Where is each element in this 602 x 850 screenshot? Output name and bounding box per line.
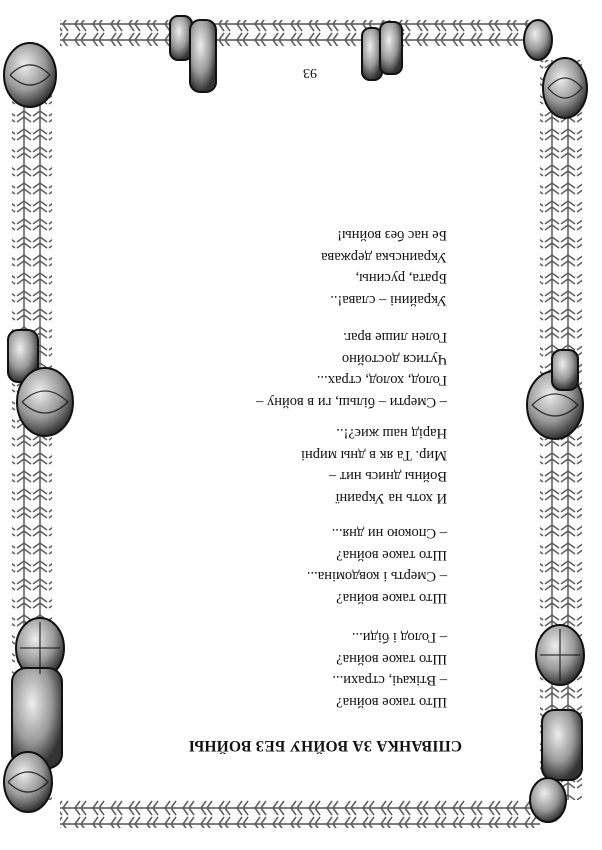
page-number: 93: [303, 65, 317, 80]
verse-line: – Втікачі, страхи...: [332, 672, 447, 689]
verse-line: Голен лише враг.: [343, 329, 447, 346]
verse-line: И хоть на Украинї: [335, 490, 447, 506]
stanza-3: [301, 422, 447, 508]
stanza-1: [332, 626, 447, 712]
verse-line: Чутися достойно: [341, 351, 447, 367]
verse-line: Брата, русины,: [355, 270, 447, 287]
page-title: СПІВАНКА ЗА ВОЙНУ БЕЗ ВОЙНЫ: [188, 737, 462, 754]
verse-line: Голод, холод, страх...: [316, 372, 447, 389]
verse-line: Мир. Та як в дны мирні: [301, 447, 447, 463]
stanza-4: [256, 326, 447, 412]
verse-line: Войны днись нит –: [328, 468, 447, 485]
verse-line: Нарід наш жиє?!..: [336, 425, 447, 442]
verse-line: Украинська держава: [321, 249, 447, 265]
verse-line: Што такое война?: [336, 547, 447, 563]
verse-line: Што такое война?: [336, 694, 447, 710]
verse-line: Што такое война?: [336, 651, 447, 667]
verse-line: – Спокою ни дня...: [331, 525, 447, 542]
verse-line: Што такое война?: [336, 590, 447, 606]
stanza-5: [321, 224, 447, 310]
stanza-2: [307, 522, 447, 608]
verse-line: – Смерти – більш, ги в войну –: [256, 394, 447, 410]
verse-line: Бе нас без войны!: [337, 227, 447, 244]
verse-line: – Смерть і ковдоміна...: [306, 568, 447, 585]
verse-line: Украйині – слава!..: [330, 292, 447, 308]
verse-line: – Голод і біди...: [351, 629, 447, 646]
